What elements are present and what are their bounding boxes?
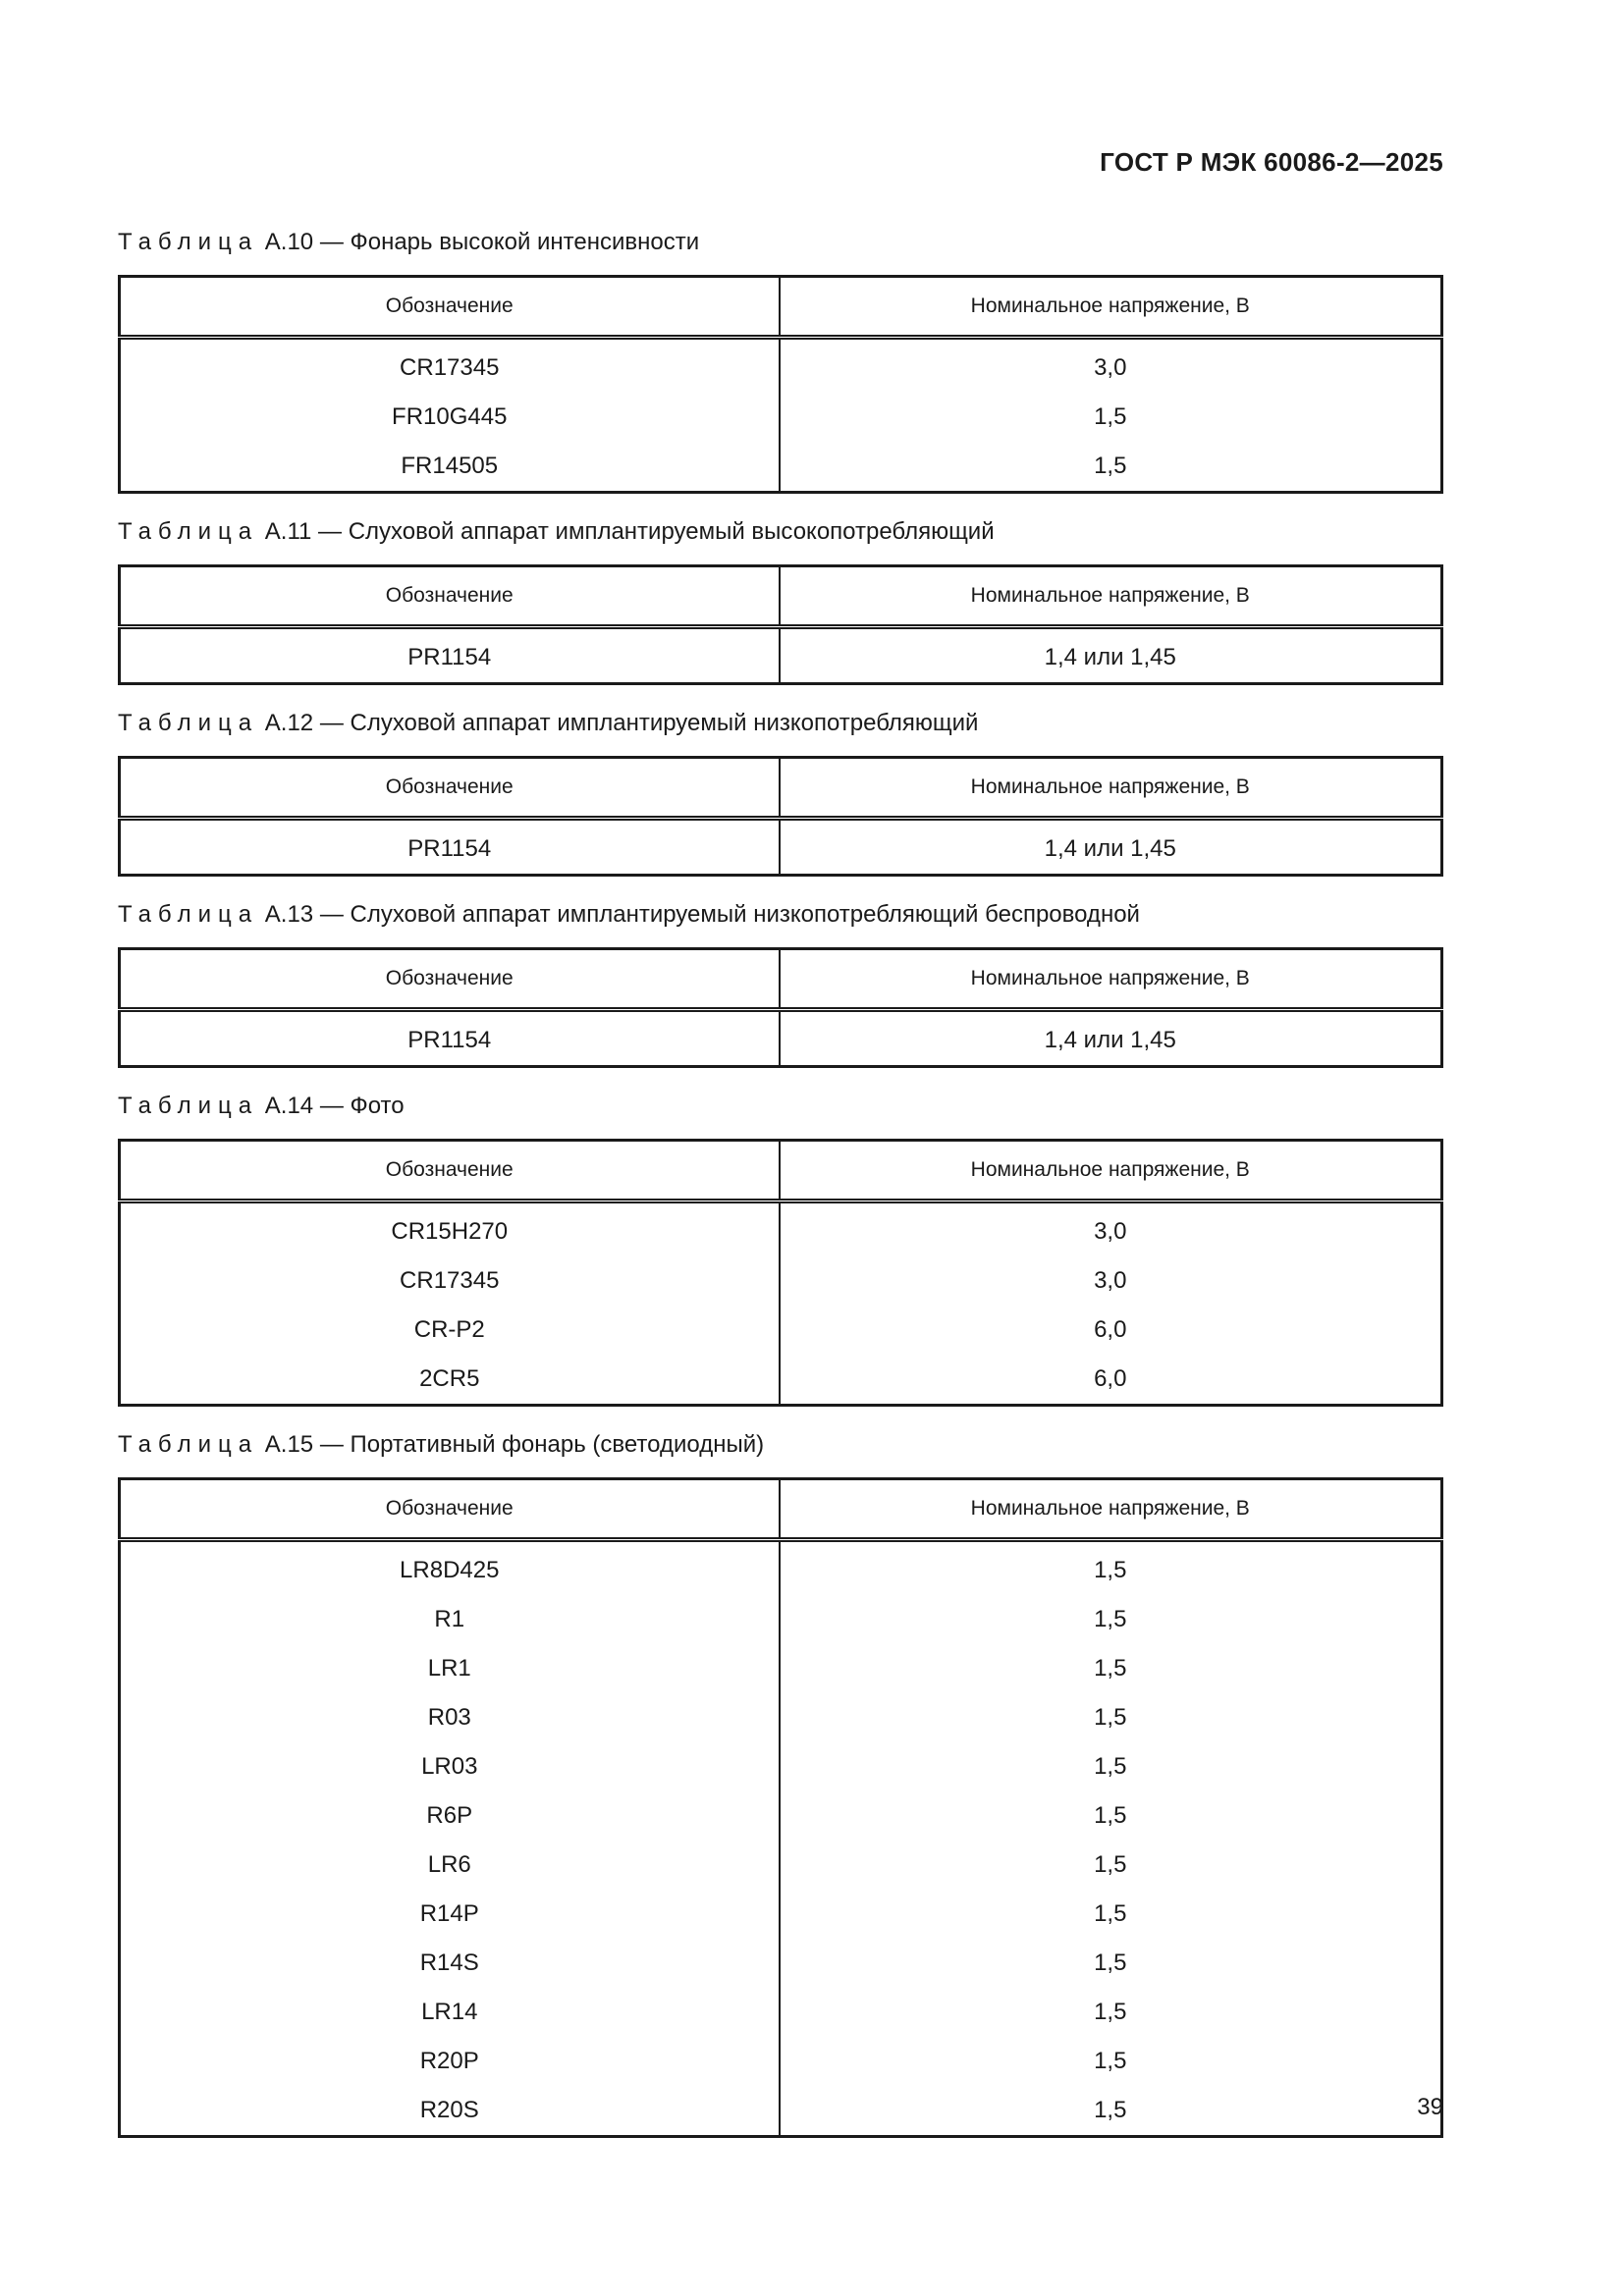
- column-header-designation: Обозначение: [120, 277, 780, 338]
- table-row: [120, 1890, 1442, 1939]
- table-header-row: [120, 949, 1442, 1010]
- table-caption-word: Таблица: [118, 710, 259, 736]
- table-row: [120, 338, 1442, 394]
- table-row: [120, 1595, 1442, 1644]
- cell-voltage: 1,5: [780, 1540, 1442, 1596]
- column-header-voltage: Номинальное напряжение, В: [780, 1141, 1442, 1201]
- table-caption: [118, 515, 1443, 549]
- table-row: [120, 1791, 1442, 1841]
- cell-voltage: 1,4 или 1,45: [780, 1010, 1442, 1067]
- table-header-row: [120, 277, 1442, 338]
- cell-designation: R1: [434, 1606, 465, 1632]
- cell-designation: 2CR5: [419, 1365, 480, 1392]
- document-code: ГОСТ Р МЭК 60086-2—2025: [1100, 147, 1443, 177]
- table-row: [120, 1201, 1442, 1257]
- cell-designation: LR03: [421, 1753, 478, 1780]
- cell-designation: LR6: [427, 1851, 471, 1878]
- column-header-designation: Обозначение: [120, 758, 780, 819]
- cell-voltage: 3,0: [780, 338, 1442, 394]
- table-row: [120, 1693, 1442, 1742]
- cell-voltage: 1,5: [780, 1988, 1442, 2037]
- cell-designation: R14P: [419, 1900, 479, 1927]
- cell-voltage: 3,0: [780, 1256, 1442, 1306]
- table-caption-text: А.15 — Портативный фонарь (светодиодный): [264, 1431, 765, 1458]
- cell-designation: LR1: [427, 1655, 471, 1682]
- cell-voltage: 1,5: [780, 2037, 1442, 2086]
- table-caption-word: Таблица: [118, 518, 259, 545]
- table-row: [120, 1988, 1442, 2037]
- cell-voltage: 1,5: [780, 2086, 1442, 2137]
- table-caption: [118, 707, 1443, 740]
- data-table: [118, 564, 1443, 685]
- cell-designation: CR17345: [400, 354, 500, 381]
- table-row: [120, 1540, 1442, 1596]
- cell-designation: PR1154: [407, 1027, 492, 1053]
- cell-voltage: 3,0: [780, 1201, 1442, 1257]
- table-row: [120, 627, 1442, 684]
- table-row: [120, 1644, 1442, 1693]
- page-number: 39: [1417, 2094, 1443, 2120]
- table-row: [120, 2086, 1442, 2137]
- table-row: [120, 1841, 1442, 1890]
- cell-voltage: 1,4 или 1,45: [780, 819, 1442, 876]
- table-caption-word: Таблица: [118, 229, 259, 255]
- cell-voltage: 1,5: [780, 1791, 1442, 1841]
- column-header-voltage: Номинальное напряжение, В: [780, 758, 1442, 819]
- column-header-designation: Обозначение: [120, 1141, 780, 1201]
- cell-designation: LR14: [421, 1999, 478, 2025]
- table-caption-text: А.14 — Фото: [264, 1093, 405, 1119]
- column-header-voltage: Номинальное напряжение, В: [780, 566, 1442, 627]
- tables-container: [118, 226, 1443, 2160]
- cell-designation: PR1154: [407, 835, 492, 862]
- table-caption: [118, 226, 1443, 259]
- cell-voltage: 1,5: [780, 393, 1442, 442]
- cell-designation: R6P: [426, 1802, 473, 1829]
- table-caption: [118, 898, 1443, 932]
- cell-voltage: 1,5: [780, 1742, 1442, 1791]
- table-caption-text: А.12 — Слуховой аппарат имплантируемый низкопотребляющий: [264, 710, 979, 736]
- table-row: [120, 819, 1442, 876]
- cell-voltage: 1,5: [780, 1890, 1442, 1939]
- cell-designation: R20S: [419, 2097, 479, 2123]
- table-caption: [118, 1090, 1443, 1123]
- table-header-row: [120, 566, 1442, 627]
- table-caption-text: А.13 — Слуховой аппарат имплантируемый низкопотребляющий беспроводной: [264, 901, 1140, 928]
- table-row: [120, 1256, 1442, 1306]
- cell-voltage: 1,5: [780, 1595, 1442, 1644]
- cell-voltage: 6,0: [780, 1355, 1442, 1406]
- table-header-row: [120, 1479, 1442, 1540]
- column-header-designation: Обозначение: [120, 949, 780, 1010]
- table-row: [120, 1355, 1442, 1406]
- column-header-designation: Обозначение: [120, 566, 780, 627]
- cell-voltage: 1,5: [780, 1693, 1442, 1742]
- table-header-row: [120, 758, 1442, 819]
- table-caption-word: Таблица: [118, 1093, 259, 1119]
- table-caption: [118, 1428, 1443, 1462]
- column-header-voltage: Номинальное напряжение, В: [780, 1479, 1442, 1540]
- table-row: [120, 1939, 1442, 1988]
- cell-designation: PR1154: [407, 644, 492, 670]
- cell-designation: R03: [427, 1704, 471, 1731]
- cell-voltage: 1,5: [780, 1841, 1442, 1890]
- cell-designation: CR-P2: [413, 1316, 485, 1343]
- table-caption-text: А.10 — Фонарь высокой интенсивности: [264, 229, 700, 255]
- table-caption-word: Таблица: [118, 1431, 259, 1458]
- cell-designation: CR17345: [400, 1267, 500, 1294]
- table-row: [120, 1742, 1442, 1791]
- table-row: [120, 2037, 1442, 2086]
- cell-designation: R20P: [419, 2048, 479, 2074]
- data-table: [118, 1477, 1443, 2138]
- cell-voltage: 1,4 или 1,45: [780, 627, 1442, 684]
- table-row: [120, 1306, 1442, 1355]
- data-table: [118, 275, 1443, 494]
- table-row: [120, 393, 1442, 442]
- table-header-row: [120, 1141, 1442, 1201]
- data-table: [118, 1139, 1443, 1407]
- cell-designation: R14S: [419, 1949, 479, 1976]
- data-table: [118, 756, 1443, 877]
- column-header-voltage: Номинальное напряжение, В: [780, 949, 1442, 1010]
- cell-designation: CR15H270: [391, 1218, 509, 1245]
- column-header-voltage: Номинальное напряжение, В: [780, 277, 1442, 338]
- cell-designation: FR10G445: [392, 403, 508, 430]
- table-caption-word: Таблица: [118, 901, 259, 928]
- data-table: [118, 947, 1443, 1068]
- cell-voltage: 1,5: [780, 442, 1442, 493]
- table-caption-text: А.11 — Слуховой аппарат имплантируемый высокопотребляющий: [264, 518, 995, 545]
- column-header-designation: Обозначение: [120, 1479, 780, 1540]
- cell-designation: FR14505: [401, 453, 499, 479]
- cell-voltage: 6,0: [780, 1306, 1442, 1355]
- table-row: [120, 1010, 1442, 1067]
- table-row: [120, 442, 1442, 493]
- cell-voltage: 1,5: [780, 1644, 1442, 1693]
- cell-voltage: 1,5: [780, 1939, 1442, 1988]
- cell-designation: LR8D425: [400, 1557, 500, 1583]
